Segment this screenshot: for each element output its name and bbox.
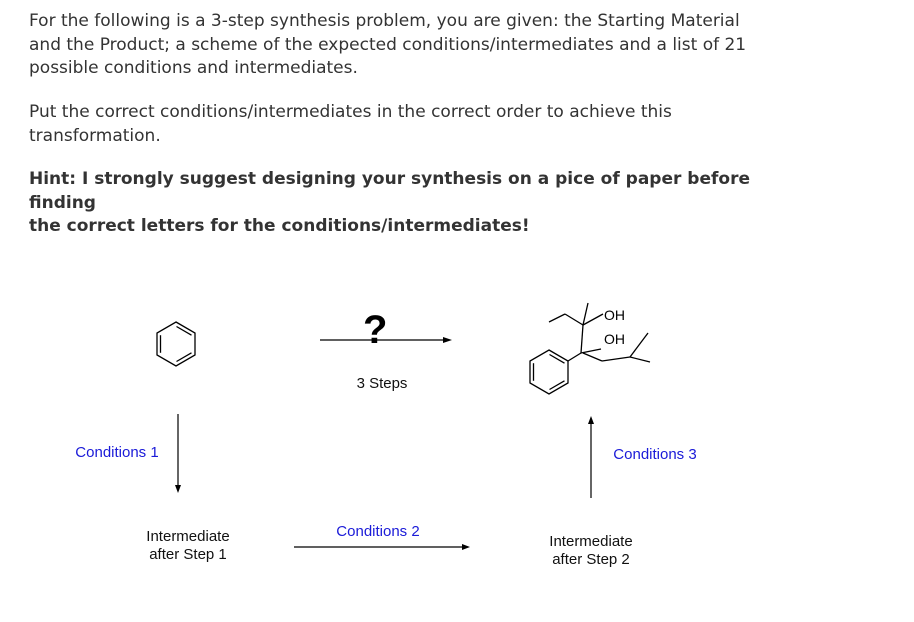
step-3-arrow — [588, 416, 594, 498]
benzene-starting-material — [157, 322, 195, 366]
intermediate-step-1-label: Intermediate after Step 1 — [146, 528, 230, 563]
steps-count-label: 3 Steps — [356, 375, 408, 392]
product-hydroxyl-label-1: OH — [604, 307, 625, 323]
diol-product — [530, 303, 650, 394]
conditions-3-label: Conditions 3 — [613, 446, 697, 463]
instructions-paragraph-1: For the following is a 3-step synthesis problem, you are given: the Starting Material and the Product; a scheme of the expected conditions/intermediates and a list of 21 possible conditions and intermediates. — [29, 11, 747, 78]
conditions-1-label: Conditions 1 — [75, 444, 159, 461]
product-hydroxyl-label-2: OH — [604, 331, 625, 347]
step-2-arrow — [294, 544, 470, 550]
hint-text: Hint: I strongly suggest designing your synthesis on a pice of paper before finding the correct letters for the conditions/intermediates! — [29, 169, 750, 236]
unknown-steps-question-mark: ? — [363, 308, 388, 352]
conditions-2-label: Conditions 2 — [336, 523, 420, 540]
intermediate-step-2-label: Intermediate after Step 2 — [549, 533, 633, 568]
step-1-arrow — [175, 414, 181, 493]
instructions-paragraph-2: Put the correct conditions/intermediates in the correct order to achieve this transformation. — [29, 102, 672, 146]
